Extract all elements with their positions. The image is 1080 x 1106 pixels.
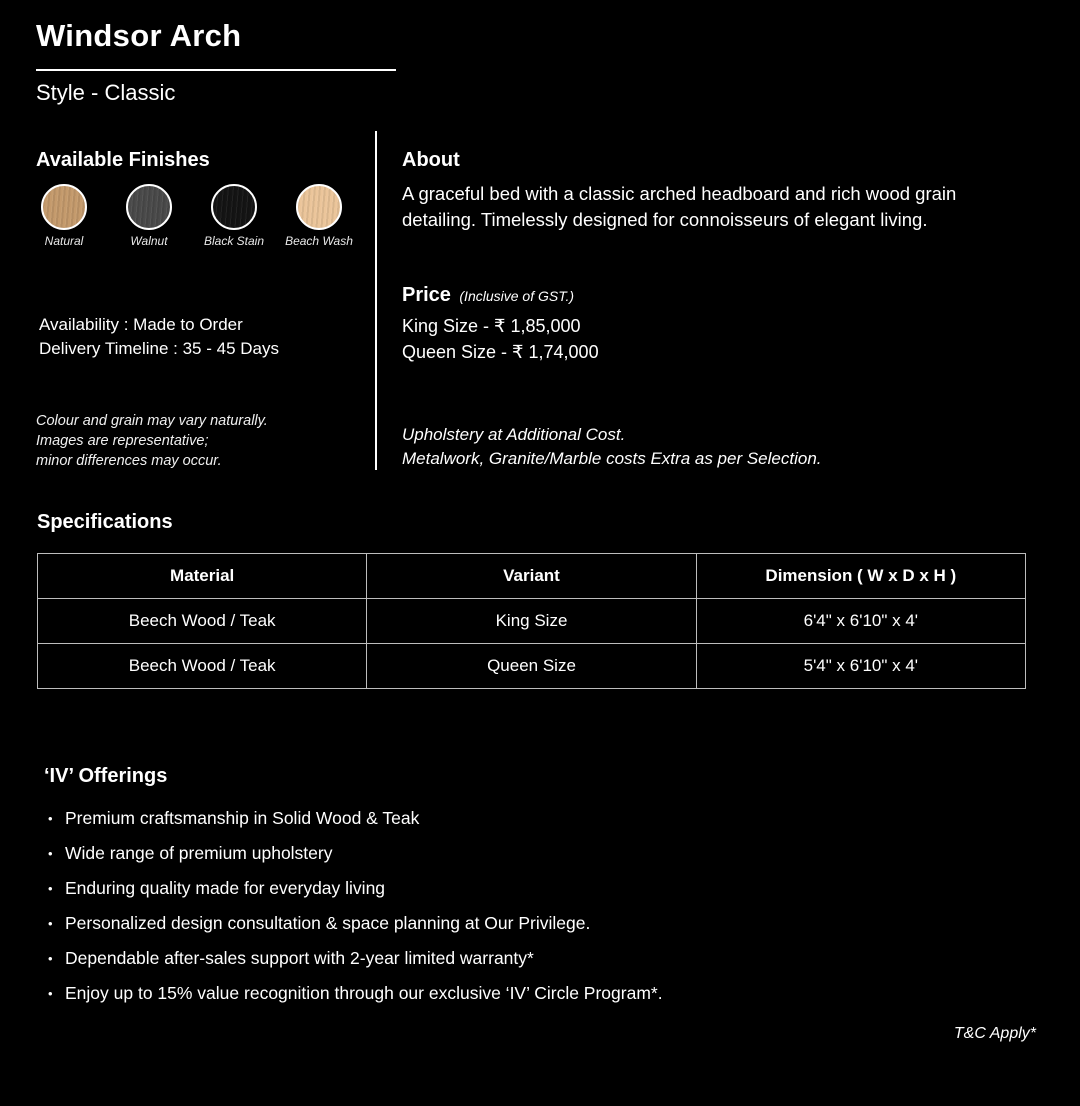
about-description: A graceful bed with a classic arched headboard and rich wood grain detailing. Timelessly designed for connoisseurs of elegant living. (402, 183, 957, 230)
column-header-dimension: Dimension ( W x D x H ) (696, 554, 1025, 599)
product-style: Style - Classic (36, 80, 176, 105)
product-title: Windsor Arch (36, 18, 242, 53)
price-heading-row (402, 284, 574, 307)
finish-walnut-swatch[interactable] (126, 184, 172, 230)
finish-natural-swatch[interactable] (41, 184, 87, 230)
specifications-heading: Specifications (37, 511, 173, 533)
terms-note: T&C Apply* (953, 1025, 1036, 1042)
finish-beach-wash-label: Beach Wash (285, 234, 353, 248)
price-list (402, 313, 599, 365)
extras-metalwork: Metalwork, Granite/Marble costs Extra as per Selection. (402, 449, 822, 468)
list-item: • Premium craftsmanship in Solid Wood & Teak (46, 801, 663, 836)
offerings-list (46, 801, 663, 1011)
finishes-heading: Available Finishes (36, 149, 210, 171)
disclaimer-line: Colour and grain may vary naturally. (36, 413, 268, 429)
finish-black-stain-label: Black Stain (203, 234, 265, 248)
finish-natural[interactable] (24, 184, 104, 248)
availability-text: Availability : Made to Order (39, 315, 243, 334)
title-divider (36, 69, 396, 71)
finish-black-stain-swatch[interactable] (211, 184, 257, 230)
list-item: • Personalized design consultation & space planning at Our Privilege. (46, 906, 663, 941)
price-king: King Size - ₹ 1,85,000 (402, 316, 581, 336)
table-cell: Beech Wood / Teak (38, 599, 367, 644)
table-cell: King Size (367, 599, 696, 644)
disclaimer-note (36, 411, 268, 471)
price-queen: Queen Size - ₹ 1,74,000 (402, 342, 599, 362)
extras-note (402, 423, 822, 471)
specifications-table (37, 553, 1026, 689)
table-row (38, 644, 1026, 689)
about-heading: About (402, 149, 460, 171)
price-gst-note: (Inclusive of GST.) (459, 288, 575, 304)
finish-walnut-label: Walnut (130, 234, 168, 248)
column-divider (375, 131, 377, 470)
availability-block (39, 313, 279, 361)
list-item: • Dependable after-sales support with 2-year limited warranty* (46, 941, 663, 976)
disclaimer-line: Images are representative; (36, 433, 209, 449)
table-header-row (38, 554, 1026, 599)
finish-walnut[interactable] (109, 184, 189, 248)
table-cell: 6'4" x 6'10" x 4' (696, 599, 1025, 644)
finish-beach-wash-swatch[interactable] (296, 184, 342, 230)
price-heading: Price (402, 284, 451, 306)
disclaimer-line: minor differences may occur. (36, 453, 222, 469)
offerings-heading: ‘IV’ Offerings (44, 765, 168, 787)
column-header-material: Material (38, 554, 367, 599)
list-item: • Enduring quality made for everyday living (46, 871, 663, 906)
column-header-variant: Variant (367, 554, 696, 599)
finish-black-stain[interactable] (194, 184, 274, 248)
list-item: • Wide range of premium upholstery (46, 836, 663, 871)
finish-natural-label: Natural (44, 234, 84, 248)
table-cell: Queen Size (367, 644, 696, 689)
delivery-timeline-text: Delivery Timeline : 35 - 45 Days (39, 339, 279, 358)
list-item: • Enjoy up to 15% value recognition through our exclusive ‘IV’ Circle Program*. (46, 976, 663, 1011)
table-row (38, 599, 1026, 644)
table-cell: 5'4" x 6'10" x 4' (696, 644, 1025, 689)
table-cell: Beech Wood / Teak (38, 644, 367, 689)
finish-swatches (36, 184, 376, 254)
finish-beach-wash[interactable] (279, 184, 359, 248)
extras-upholstery: Upholstery at Additional Cost. (402, 425, 626, 444)
